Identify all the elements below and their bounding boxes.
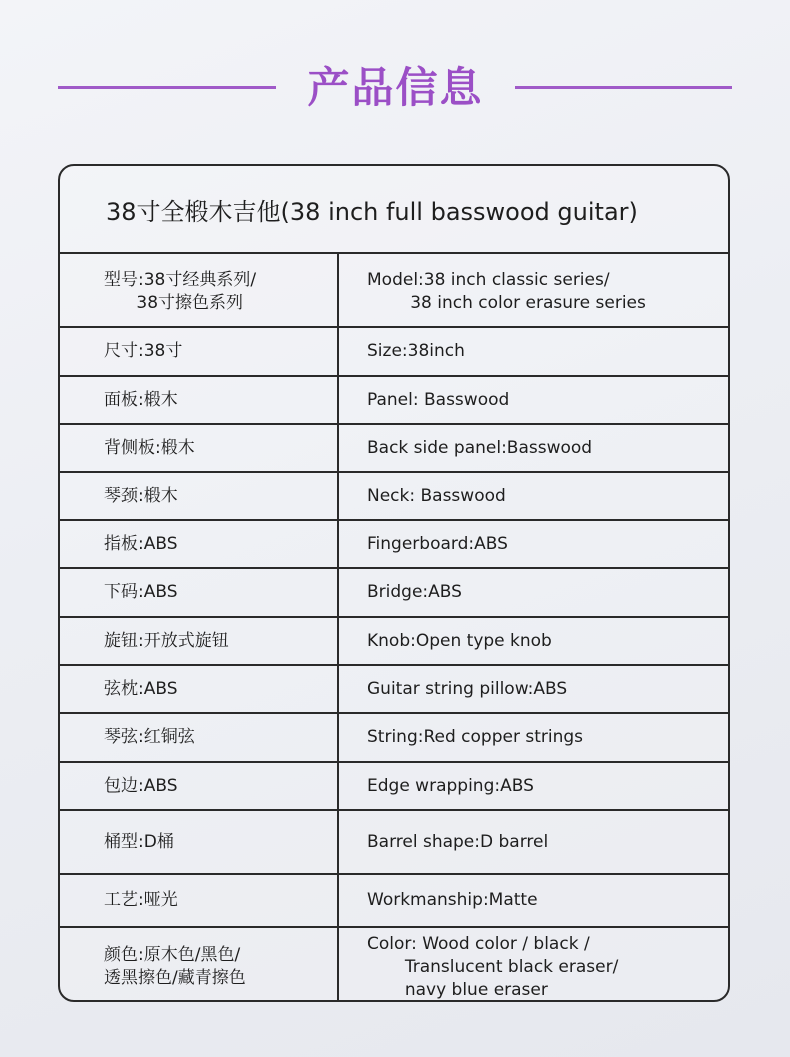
- spec-value-size: Size:38inch: [367, 341, 465, 361]
- section-title: 产品信息: [307, 63, 484, 112]
- table-row-fingerboard: [60, 521, 728, 569]
- spec-label-workmanship: 工艺:哑光: [60, 875, 339, 926]
- table-row-color: [60, 928, 728, 1002]
- table-row-string-pillow: [60, 666, 728, 714]
- spec-value-panel: Panel: Basswood: [367, 389, 510, 410]
- spec-label-edge: 包边:ABS: [60, 763, 339, 809]
- spec-value-knob: Knob:Open type knob: [367, 630, 552, 651]
- spec-value-fingerboard: Fingerboard:ABS: [367, 533, 508, 554]
- spec-label-neck: 琴颈:椴木: [60, 473, 339, 519]
- spec-label-line: 38寸擦色系列: [104, 293, 244, 313]
- spec-value-line: Color: Wood color / black /: [367, 934, 590, 954]
- table-row-back-side: [60, 425, 728, 473]
- spec-label-string: 琴弦:红铜弦: [60, 714, 339, 761]
- table-row-edge: [60, 763, 728, 811]
- table-row-knob: [60, 618, 728, 666]
- spec-value-workmanship: Workmanship:Matte: [367, 890, 538, 910]
- spec-label-knob: 旋钮:开放式旋钮: [60, 618, 339, 664]
- spec-value-color: [339, 928, 728, 1002]
- spec-value-bridge: Bridge:ABS: [367, 582, 462, 602]
- table-row-size: [60, 328, 728, 377]
- table-row-bridge: [60, 569, 728, 618]
- table-row-string: [60, 714, 728, 763]
- table-row-panel: [60, 377, 728, 425]
- spec-value-line: Translucent black eraser/: [367, 957, 619, 977]
- spec-value-string-pillow: Guitar string pillow:ABS: [367, 678, 568, 699]
- header-divider-left: [58, 86, 276, 89]
- spec-label-back-side: 背侧板:椴木: [60, 425, 339, 471]
- spec-label-line: 透黑擦色/藏青擦色: [104, 968, 246, 988]
- table-row-workmanship: [60, 875, 728, 928]
- product-title: 38寸全椴木吉他(38 inch full basswood guitar): [60, 166, 728, 254]
- spec-value-back-side: Back side panel:Basswood: [367, 437, 593, 458]
- spec-label-fingerboard: 指板:ABS: [60, 521, 339, 567]
- spec-label-line: 型号:38寸经典系列/: [104, 270, 257, 290]
- table-row-neck: [60, 473, 728, 521]
- spec-label-size: 尺寸:38寸: [60, 328, 339, 375]
- spec-value-string: String:Red copper strings: [367, 727, 584, 747]
- spec-label-line: 颜色:原木色/黑色/: [104, 945, 241, 965]
- spec-label-string-pillow: 弦枕:ABS: [60, 666, 339, 712]
- spec-label-color: [60, 928, 339, 1002]
- spec-value-line: navy blue eraser: [367, 980, 548, 1000]
- spec-label-barrel: 桶型:D桶: [60, 811, 339, 873]
- spec-value-model: [339, 254, 728, 326]
- spec-value-neck: Neck: Basswood: [367, 485, 506, 506]
- table-row-model: [60, 254, 728, 328]
- section-header: [0, 58, 790, 118]
- spec-value-barrel: Barrel shape:D barrel: [367, 831, 549, 852]
- spec-table: [58, 164, 730, 1002]
- spec-label-bridge: 下码:ABS: [60, 569, 339, 616]
- spec-label-panel: 面板:椴木: [60, 377, 339, 423]
- table-row-barrel: [60, 811, 728, 875]
- header-divider-right: [515, 86, 732, 89]
- spec-value-line: Model:38 inch classic series/: [367, 270, 610, 290]
- spec-value-line: 38 inch color erasure series: [367, 293, 646, 313]
- spec-label-model: [60, 254, 339, 326]
- spec-value-edge: Edge wrapping:ABS: [367, 775, 534, 796]
